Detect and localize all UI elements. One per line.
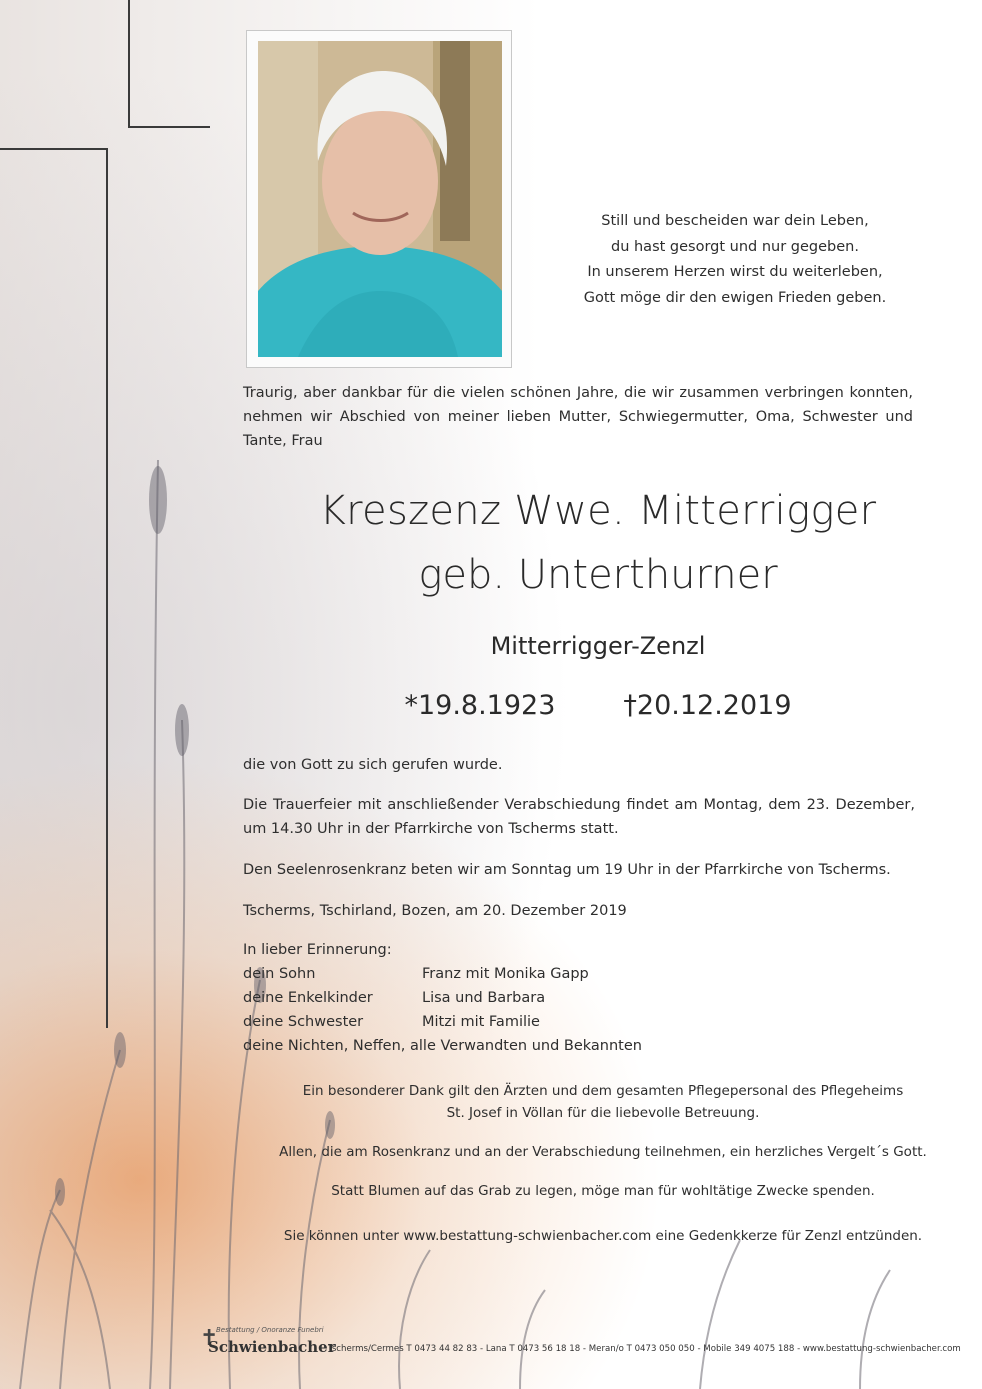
thanks-line: Ein besonderer Dank gilt den Ärzten und dem gesamten Pflegepersonal des Pflegeheims — [302, 1083, 904, 1099]
death-date: †20.12.2019 — [623, 690, 792, 721]
cross-line — [0, 148, 108, 150]
place-date: Tscherms, Tschirland, Bozen, am 20. Dezember 2019 — [243, 903, 627, 919]
relation: deine Enkelkinder — [243, 990, 373, 1006]
family-heading: In lieber Erinnerung: — [243, 942, 392, 958]
deceased-name: Kreszenz Wwe. Mitterrigger — [319, 488, 877, 534]
funeral-home-logo — [196, 1322, 336, 1362]
thanks-line: Statt Blumen auf das Grab zu legen, möge man für wohltätige Zwecke spenden. — [331, 1183, 875, 1199]
family-row — [243, 1010, 642, 1034]
poem-line: Still und bescheiden war dein Leben, — [601, 213, 869, 229]
poem-line: Gott möge dir den ewigen Frieden geben. — [583, 289, 887, 306]
maiden-name: geb. Unterthurner — [418, 552, 778, 598]
nickname: Mitterrigger-Zenzl — [490, 632, 706, 660]
family-row — [243, 986, 642, 1010]
rosary-text: Den Seelenrosenkranz beten wir am Sonntag um 19 Uhr in der Pfarrkirche von Tscherms. — [243, 862, 891, 878]
family-row — [243, 962, 642, 986]
thanks-line: Sie können unter www.bestattung-schwienbacher.com eine Gedenkkerze für Zenzl entzünden. — [283, 1228, 923, 1244]
portrait-photo — [258, 41, 502, 357]
memorial-poem — [560, 209, 910, 311]
relation: deine Schwester — [243, 1014, 364, 1030]
logo-name: Schwienbacher — [208, 1338, 336, 1356]
poem-line: du hast gesorgt und nur gegeben. — [610, 238, 859, 255]
portrait-frame — [246, 30, 512, 368]
relation: dein Sohn — [243, 966, 316, 982]
relative-names: Franz mit Monika Gapp — [422, 966, 589, 982]
thanks-line: St. Josef in Völlan für die liebevolle Betreuung. — [446, 1105, 760, 1121]
family-last-line: deine Nichten, Neffen, alle Verwandten und Bekannten — [243, 1038, 642, 1054]
logo-tagline: Bestattung / Onoranze Funebri — [216, 1326, 324, 1334]
cross-line — [106, 148, 108, 1028]
footer — [196, 1322, 961, 1362]
family-list — [243, 938, 642, 1058]
birth-date: *19.8.1923 — [404, 690, 556, 721]
poem-line: In unserem Herzen wirst du weiterleben, — [587, 264, 883, 280]
cross-line — [128, 126, 210, 128]
called-text: die von Gott zu sich gerufen wurde. — [243, 757, 503, 773]
ceremony-text: Die Trauerfeier mit anschließender Verabschiedung findet am Montag, dem 23. Dezember, um 14.30 Uhr in der Pfarrkirche von Tscherms statt. — [243, 797, 915, 837]
thanks-line: Allen, die am Rosenkranz und an der Verabschiedung teilnehmen, ein herzliches Vergelt´s Gott. — [279, 1144, 927, 1160]
relative-names: Mitzi mit Familie — [422, 1014, 540, 1030]
cross-icon: ✝ — [200, 1326, 219, 1351]
cross-line — [128, 0, 130, 128]
contact-line: Tscherms/Cermes T 0473 44 82 83 - Lana T 0473 56 18 18 - Meran/o T 0473 050 050 - Mobile 349 4075 188 - www.bestattung-schwienbacher.com — [328, 1344, 961, 1354]
intro-text: Traurig, aber dankbar für die vielen schönen Jahre, die wir zusammen verbringen konnten, nehmen wir Abschied von meiner lieben Mutter, Schwiegermutter, Oma, Schwester und Tante, Frau — [243, 385, 913, 449]
relative-names: Lisa und Barbara — [422, 990, 546, 1006]
life-dates — [243, 690, 953, 721]
